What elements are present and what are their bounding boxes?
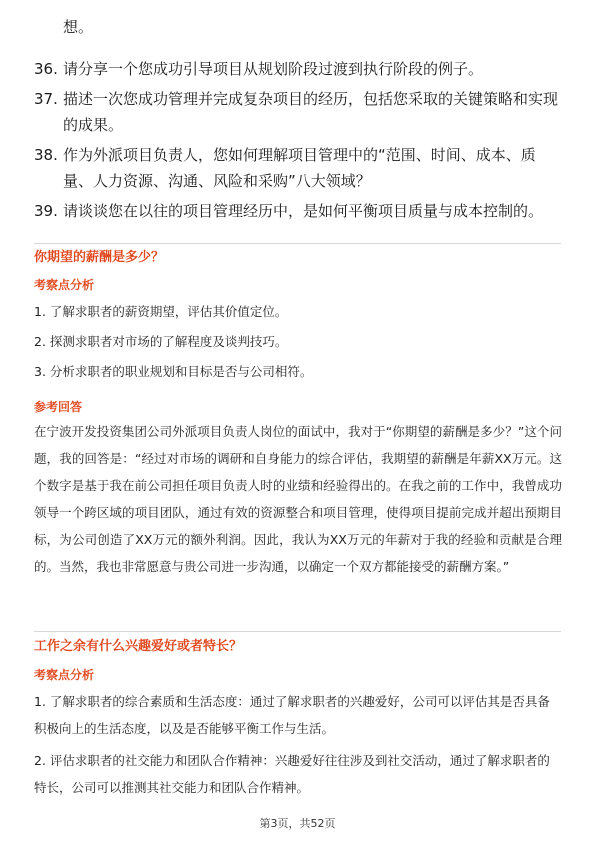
focus-point: 2. 评估求职者的社交能力和团队合作精神：兴趣爱好往往涉及到社交活动，通过了解求职者的特长，公司可以推测其社交能力和团队合作精神。: [34, 753, 550, 795]
question-item: [34, 86, 564, 138]
question-item: [34, 56, 564, 82]
answer-label: 参考回答: [34, 400, 83, 414]
question-number: 38.: [34, 146, 58, 164]
focus-label: 考察点分析: [34, 668, 95, 682]
question-list: [34, 56, 564, 228]
section-divider: [34, 243, 561, 244]
question-text: 请分享一个您成功引导项目从规划阶段过渡到执行阶段的例子。: [63, 60, 484, 78]
focus-point: 2. 探测求职者对市场的了解程度及谈判技巧。: [34, 334, 288, 349]
focus-point: 3. 分析求职者的职业规划和目标是否与公司相符。: [34, 364, 313, 379]
section-divider: [34, 631, 561, 632]
focus-label: 考察点分析: [34, 278, 95, 292]
question-number: 37.: [34, 90, 58, 108]
question-text: 请谈谈您在以往的项目管理经历中，是如何平衡项目质量与成本控制的。: [63, 202, 544, 220]
question-item: [34, 142, 564, 194]
continuation-text: 想。: [63, 18, 94, 36]
page-footer: 第3页，共52页: [259, 817, 336, 830]
question-item: [34, 198, 564, 224]
question-text: 作为外派项目负责人，您如何理解项目管理中的“范围、时间、成本、质量、人力资源、沟通、风险和采购”八大领域？: [63, 146, 536, 190]
section-title: 你期望的薪酬是多少？: [34, 250, 165, 265]
answer-text: 在宁波开发投资集团公司外派项目负责人岗位的面试中，我对于“你期望的薪酬是多少？”这个问题，我的回答是：“经过对市场的调研和自身能力的综合评估，我期望的薪酬是年薪XX万元。这个数字是基于我在前公司担任项目负责人时的业绩和经验得出的。在我之前的工作中，我曾成功领导一个跨区域的项目团队，通过有效的资源整合和项目管理，使得项目提前完成并超出预期目标，为公司创造了XX万元的额外利润。因此，我认为XX万元的年薪对于我的经验和贡献是合理的。当然，我也非常愿意与贵公司进一步沟通，以确定一个双方都能接受的薪酬方案。”: [34, 424, 562, 574]
question-text: 描述一次您成功管理并完成复杂项目的经历，包括您采取的关键策略和实现的成果。: [63, 90, 559, 134]
question-number: 39.: [34, 202, 58, 220]
focus-point: 1. 了解求职者的薪资期望，评估其价值定位。: [34, 304, 288, 319]
section-title: 工作之余有什么兴趣爱好或者特长？: [34, 639, 243, 654]
question-number: 36.: [34, 60, 58, 78]
focus-point: 1. 了解求职者的综合素质和生活态度：通过了解求职者的兴趣爱好，公司可以评估其是否具备积极向上的生活态度，以及是否能够平衡工作与生活。: [34, 694, 550, 736]
